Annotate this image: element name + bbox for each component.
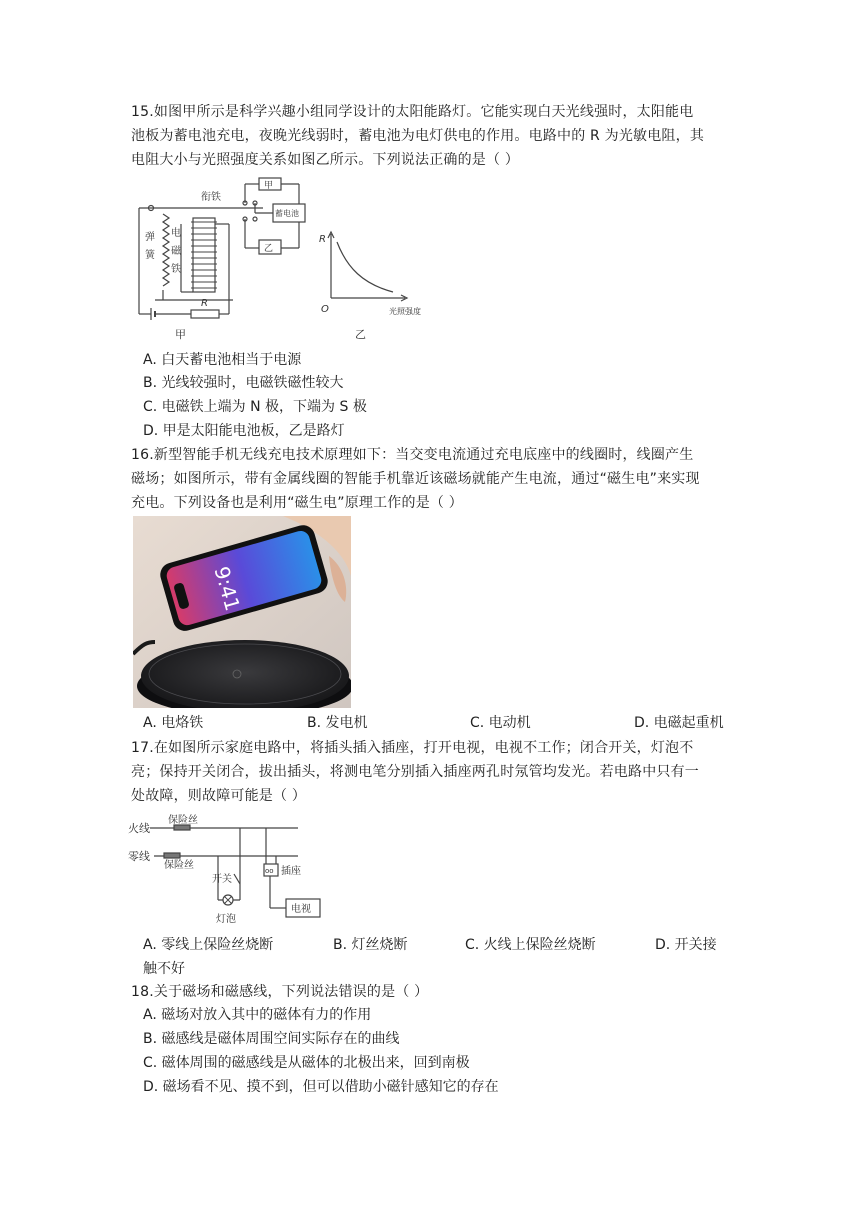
q15-stem-line: 电阻大小与光照强度关系如图乙所示。下列说法正确的是（ ） [131, 152, 520, 168]
coil-windings [191, 222, 217, 288]
label-fuse-neutral: 保险丝 [164, 860, 194, 871]
q16-option-b: B. 发电机 [307, 715, 368, 731]
graph-y-label: R [319, 234, 326, 245]
q15-option-b: B. 光线较强时，电磁铁磁性较大 [143, 375, 344, 391]
q17-option-a: A. 零线上保险丝烧断 [143, 937, 274, 953]
label-tv: 电视 [291, 904, 311, 915]
q16-stem-line: 磁场；如图所示，带有金属线圈的智能手机靠近该磁场就能产生电流，通过“磁生电”来实现 [131, 471, 700, 487]
label-xiantie: 衔铁 [201, 192, 221, 203]
label-switch: 开关 [212, 874, 232, 885]
q18-stem: 18.关于磁场和磁感线，下列说法错误的是（ ） [131, 984, 429, 1000]
phone-time: 9:41 [209, 563, 245, 614]
q15-graph-yi [319, 232, 421, 341]
q17-option-d-continued: 触不好 [143, 961, 185, 977]
fuse-neutral [164, 853, 180, 858]
box-yi-label: 乙 [264, 244, 274, 254]
photoresistor [191, 310, 219, 318]
q16-stem [131, 443, 731, 515]
box-jia-label: 甲 [264, 181, 274, 191]
q17-option-d: D. 开关接 [655, 937, 717, 953]
label-socket: 插座 [281, 866, 301, 877]
q17-stem-line: 17.在如图所示家庭电路中，将插头插入插座，打开电视，电视不工作；闭合开关，灯泡不 [131, 740, 694, 756]
q17-stem-line: 处故障，则故障可能是（ ） [131, 788, 307, 804]
q16-option-c: C. 电动机 [470, 715, 531, 731]
q15-circuit-figure-jia [133, 176, 443, 342]
q18-option-c: C. 磁体周围的磁感线是从磁体的北极出来，回到南极 [143, 1055, 470, 1071]
label-tanhuang-1: 弹 [145, 232, 155, 243]
q18-option-d: D. 磁场看不见、摸不到，但可以借助小磁针感知它的存在 [143, 1079, 499, 1095]
q18-option-a: A. 磁场对放入其中的磁体有力的作用 [143, 1007, 372, 1023]
box-battery-label: 蓄电池 [275, 209, 299, 218]
q15-option-a: A. 白天蓄电池相当于电源 [143, 352, 302, 368]
label-fuse-live: 保险丝 [168, 815, 198, 826]
q15-option-c: C. 电磁铁上端为 N 极，下端为 S 极 [143, 399, 367, 415]
graph-x-label: 光照强度 [389, 307, 421, 316]
q16-stem-line: 16.新型智能手机无线充电技术原理如下：当交变电流通过充电底座中的线圈时，线圈产生 [131, 447, 694, 463]
q15-stem-line: 15.如图甲所示是科学兴趣小组同学设计的太阳能路灯。它能实现白天光线强时，太阳能电 [131, 104, 694, 120]
q16-option-d: D. 电磁起重机 [634, 715, 724, 731]
q16-stem-line: 充电。下列设备也是利用“磁生电”原理工作的是（ ） [131, 495, 463, 511]
q15-option-d: D. 甲是太阳能电池板，乙是路灯 [143, 423, 345, 439]
label-tie: 铁 [171, 264, 181, 275]
label-neutral-wire: 零线 [128, 850, 150, 863]
label-bulb: 灯泡 [216, 914, 236, 925]
label-ci: 磁 [171, 246, 181, 257]
q17-option-b: B. 灯丝烧断 [333, 937, 408, 953]
spring [163, 214, 169, 286]
q16-option-a: A. 电烙铁 [143, 715, 204, 731]
label-dian: 电 [171, 228, 181, 239]
label-tanhuang-2: 簧 [145, 250, 155, 261]
figure-yi-caption: 乙 [355, 328, 366, 341]
q17-stem [131, 736, 731, 808]
switch-blade [234, 874, 240, 884]
label-r: R [201, 298, 208, 309]
q15-stem-line: 池板为蓄电池充电，夜晚光线弱时，蓄电池为电灯供电的作用。电路中的 R 为光敏电阻，其 [131, 128, 705, 144]
figure-jia-caption: 甲 [175, 328, 186, 341]
q18-option-b: B. 磁感线是磁体周围空间实际存在的曲线 [143, 1031, 400, 1047]
q17-stem-line: 亮；保持开关闭合，拔出插头，将测电笔分别插入插座两孔时氖管均发光。若电路中只有一 [131, 764, 699, 780]
q15-stem [131, 100, 731, 172]
label-live-wire: 火线 [128, 822, 150, 835]
socket-plug-glyph: oo [265, 867, 274, 875]
electromagnet-core [193, 218, 215, 292]
wireless-charger-photo [133, 516, 351, 708]
graph-curve [337, 242, 393, 292]
q17-household-circuit [128, 812, 328, 932]
q17-option-c: C. 火线上保险丝烧断 [465, 937, 596, 953]
graph-origin: O [321, 304, 329, 315]
